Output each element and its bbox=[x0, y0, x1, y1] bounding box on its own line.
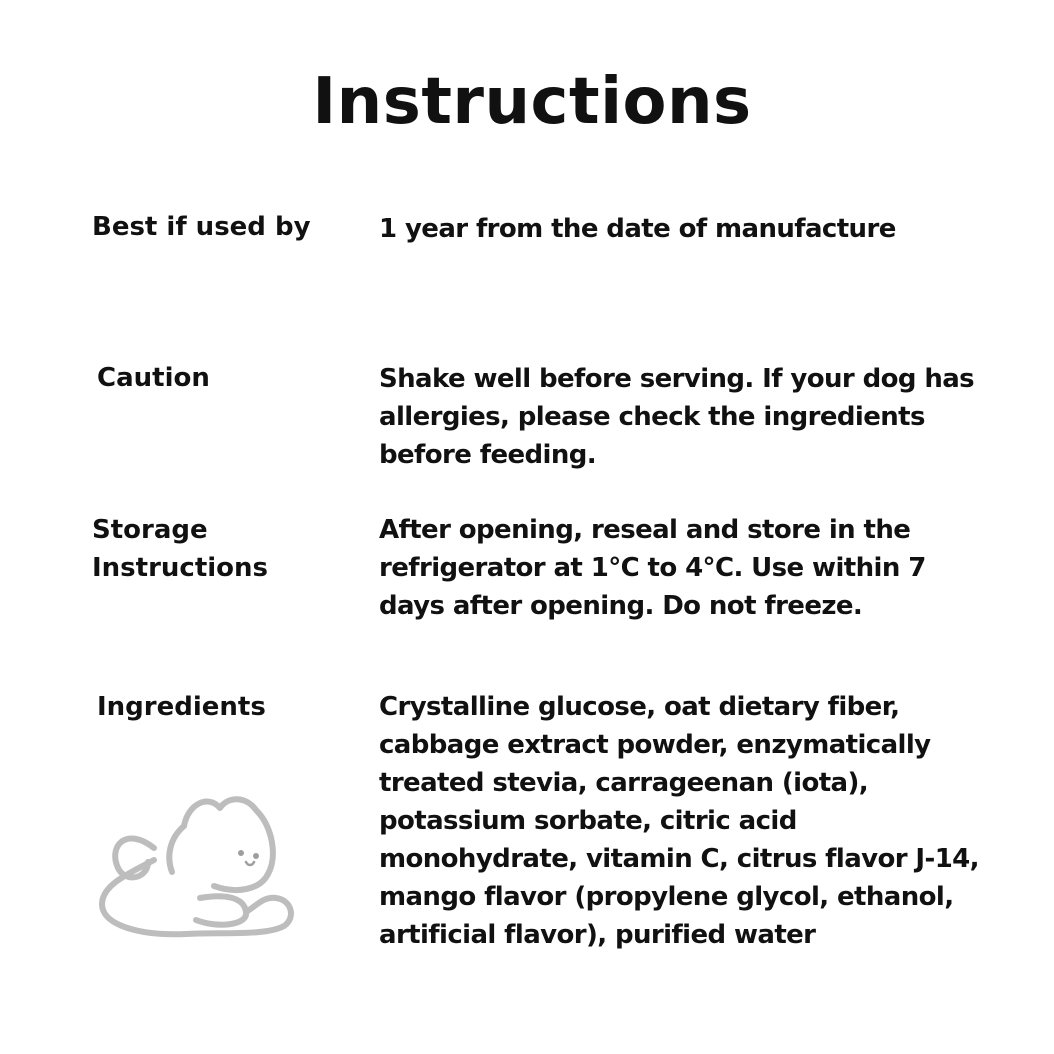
ingredients-label: Ingredients bbox=[97, 692, 266, 722]
best-if-used-by-value: 1 year from the date of manufacture bbox=[379, 214, 896, 244]
ingredients-value: Crystalline glucose, oat dietary fiber, cabbage extract powder, enzymatically treated stevia, carrageenan (iota), potassium sorbate, citric acid monohydrate, vitamin C, citrus flavor J-14, mango flavor (propylene glycol, ethanol, artificial flavor), purified water bbox=[379, 692, 979, 950]
caution-value: Shake well before serving. If your dog has allergies, please check the ingredients before feeding. bbox=[379, 364, 975, 470]
caution-label: Caution bbox=[97, 363, 210, 393]
storage-instructions-value: After opening, reseal and store in the refrigerator at 1°C to 4°C. Use within 7 days after opening. Do not freeze. bbox=[379, 515, 926, 621]
best-if-used-by-label: Best if used by bbox=[92, 212, 311, 242]
storage-instructions-label: Storage Instructions bbox=[92, 515, 269, 583]
puppy-illustration-icon bbox=[96, 786, 296, 956]
page-title: Instructions bbox=[312, 65, 752, 139]
